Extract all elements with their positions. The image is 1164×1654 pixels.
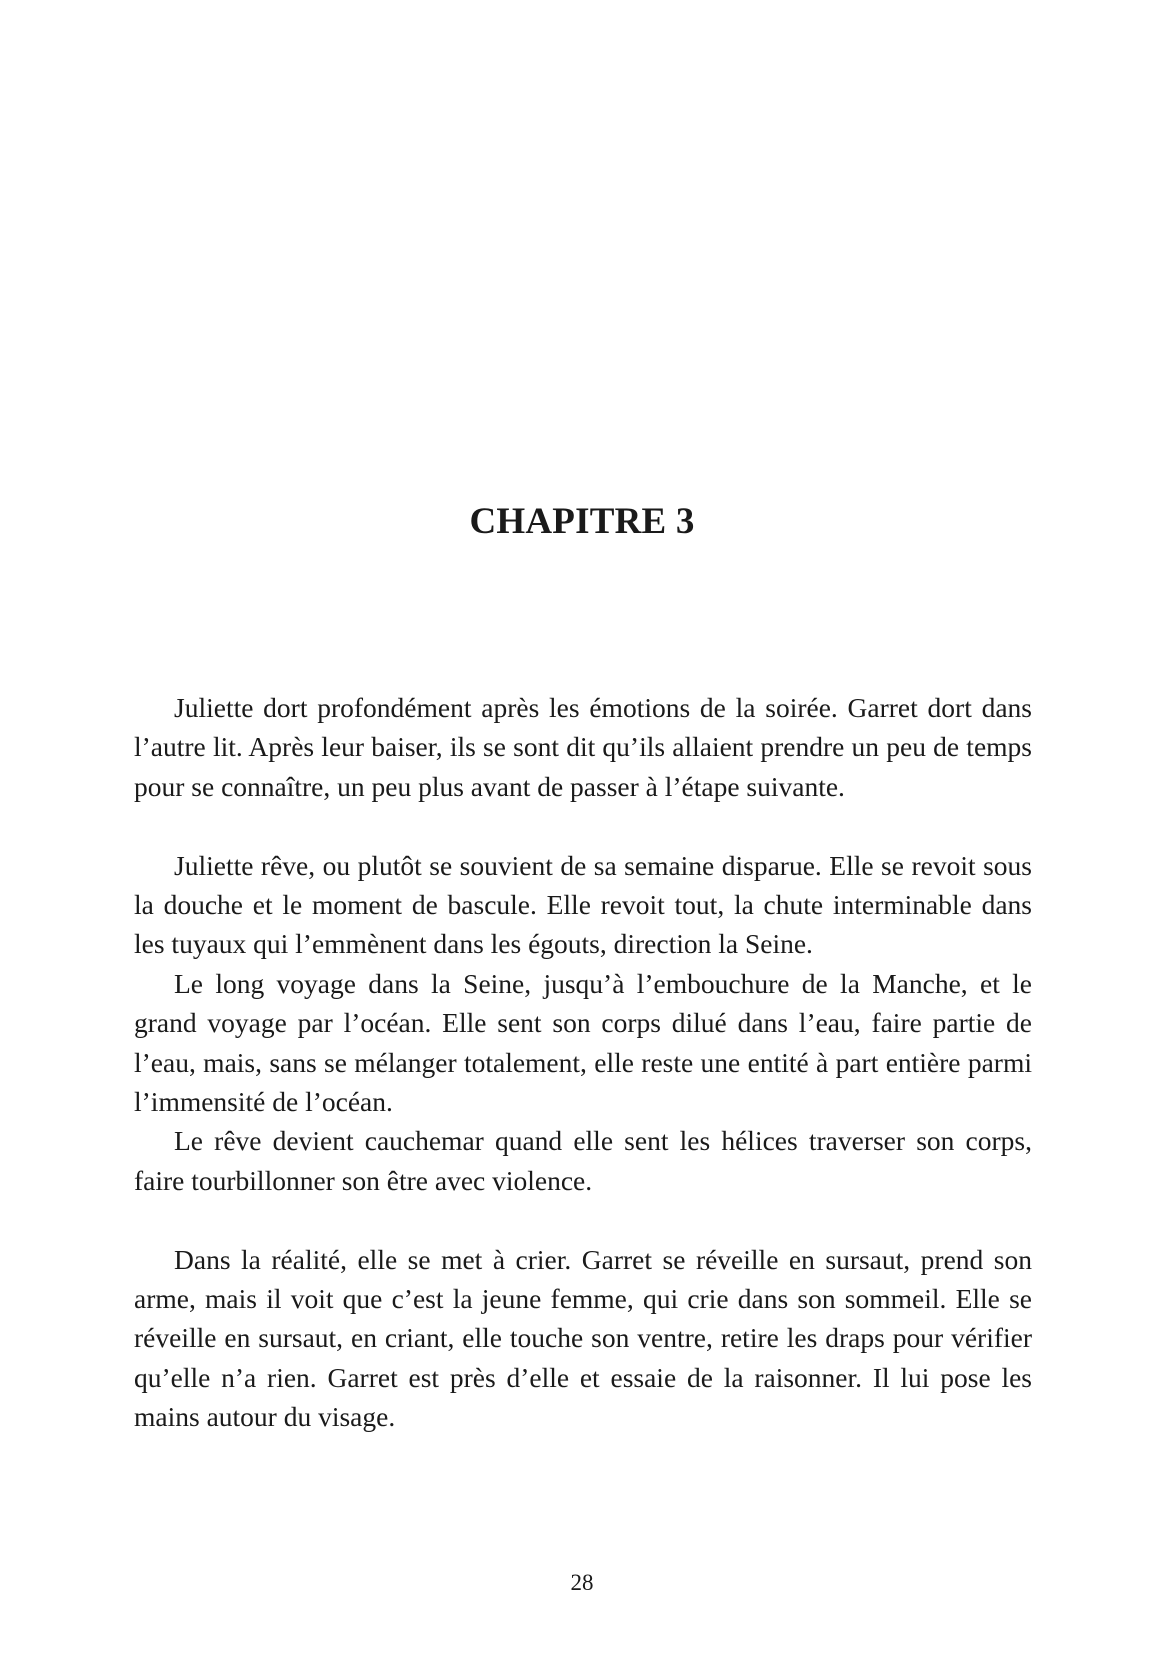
- chapter-body: [134, 688, 1032, 1437]
- chapter-title: CHAPITRE 3: [469, 501, 695, 542]
- paragraph-4: Le rêve devient cauchemar quand elle sent les hélices traverser son corps, faire tourbillonner son être avec violence.: [134, 1125, 1032, 1196]
- paragraph-3: Le long voyage dans la Seine, jusqu’à l’embouchure de la Manche, et le grand voyage par l’océan. Elle sent son corps dilué dans l’eau, faire partie de l’eau, mais, sans se mélanger totalement, elle reste une entité à part entière parmi l’immensité de l’océan.: [134, 967, 1032, 1118]
- paragraph-2: Juliette rêve, ou plutôt se souvient de sa semaine disparue. Elle se revoit sous la douche et le moment de bascule. Elle revoit tout, la chute interminable dans les tuyaux qui l’emmènent dans les égouts, direction la Seine.: [134, 849, 1032, 960]
- page-number: 28: [570, 1570, 594, 1595]
- paragraph-5: Dans la réalité, elle se met à crier. Garret se réveille en sursaut, prend son arme, mais il voit que c’est la jeune femme, qui crie dans son sommeil. Elle se réveille en sursaut, en criant, elle touche son ventre, retire les draps pour vérifier qu’elle n’a rien. Garret est près d’elle et essaie de la raisonner. Il lui pose les mains autour du visage.: [134, 1243, 1032, 1433]
- paragraph-1: Juliette dort profondément après les émotions de la soirée. Garret dort dans l’autre lit. Après leur baiser, ils se sont dit qu’ils allaient prendre un peu de temps pour se connaître, un peu plus avant de passer à l’étape suivante.: [134, 692, 1032, 802]
